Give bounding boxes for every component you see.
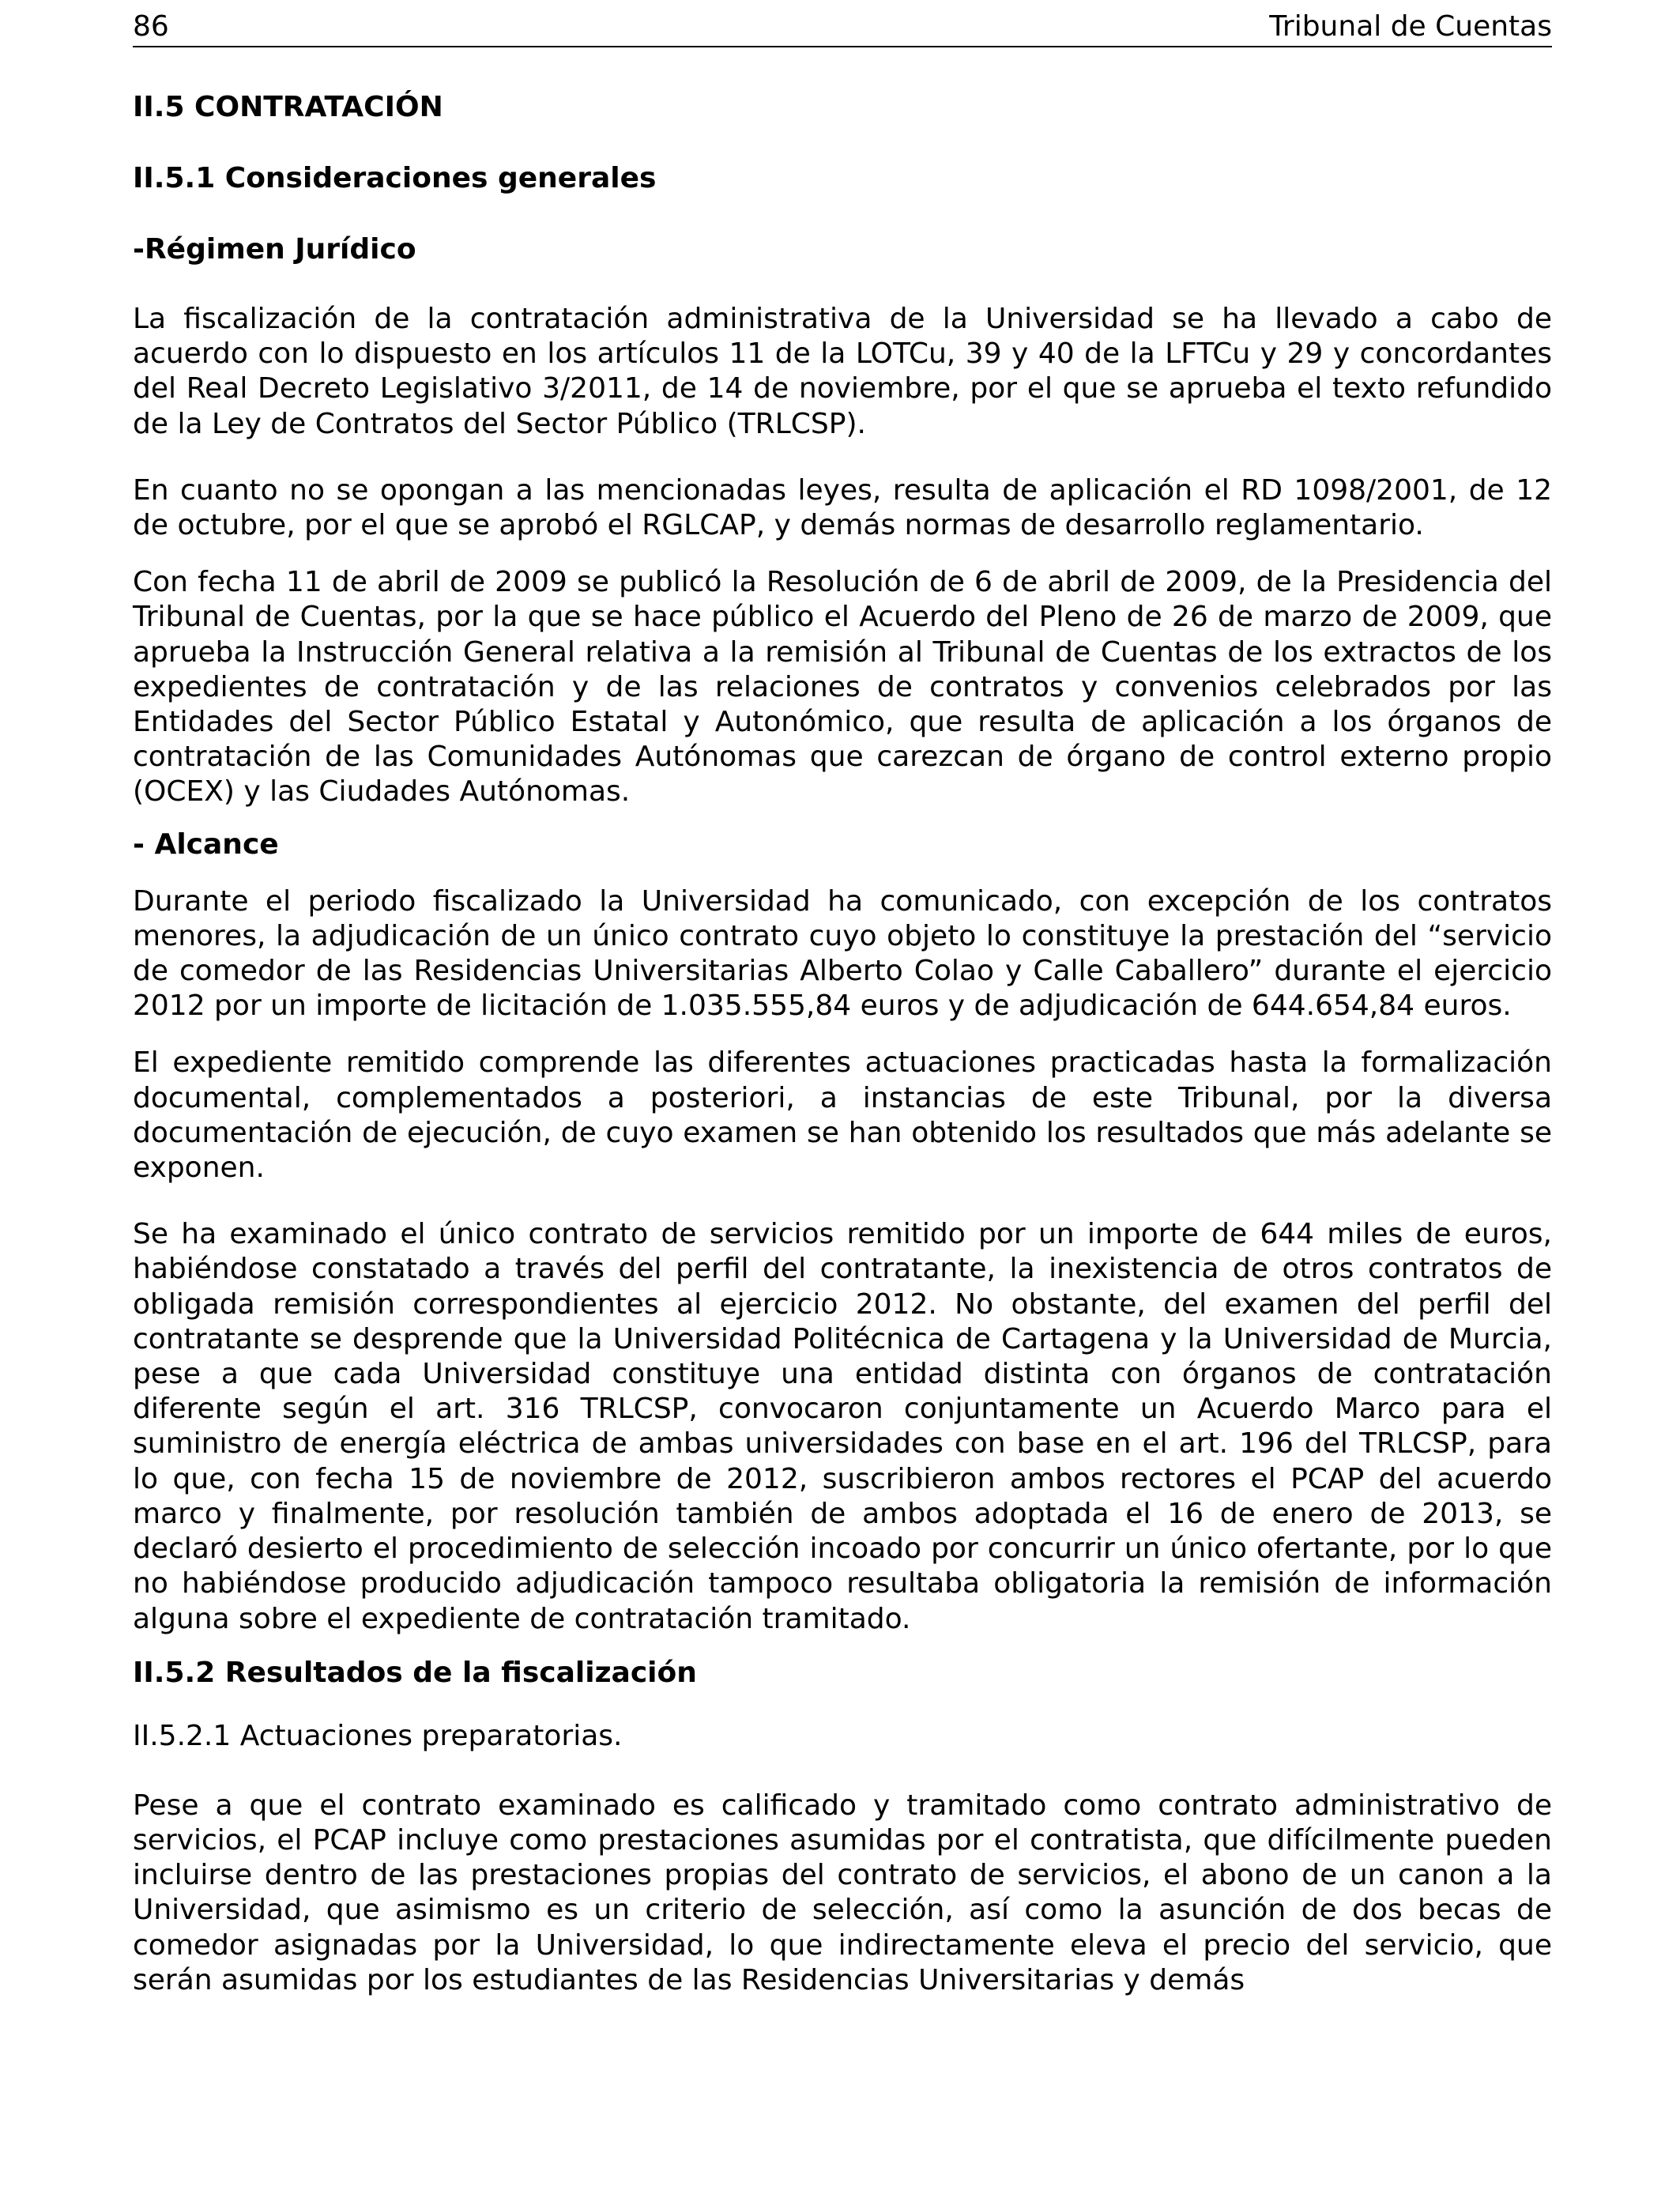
heading-alcance: - Alcance xyxy=(133,827,279,861)
paragraph: Pese a que el contrato examinado es calificado y tramitado como contrato administrativo de servicios, el PCAP incluye como prestaciones asumidas por el contratista, que difícilmente pueden incluirse dentro de las prestaciones propias del contrato de servicios, el abono de un canon a la Universidad, que asimismo es un criterio de selección, así como la asunción de dos becas de comedor asignadas por la Universidad, lo que indirectamente eleva el precio del servicio, que serán asumidas por los estudiantes de las Residencias Universitarias y demás xyxy=(133,1789,1552,1996)
heading-regimen-juridico: -Régimen Jurídico xyxy=(133,233,416,266)
paragraph: Con fecha 11 de abril de 2009 se publicó la Resolución de 6 de abril de 2009, de la Presidencia del Tribunal de Cuentas, por la que se hace público el Acuerdo del Pleno de 26 de marzo de 2009, que aprueba la Instrucción General relativa a la remisión al Tribunal de Cuentas de los extractos de los expedientes de contratación y de las relaciones de contratos y convenios celebrados por las Entidades del Sector Público Estatal y Autonómico, que resulta de aplicación a los órganos de contratación de las Comunidades Autónomas que carezcan de órgano de control externo propio (OCEX) y las Ciudades Autónomas. xyxy=(133,566,1552,809)
document-page xyxy=(133,0,1552,1998)
running-header xyxy=(133,0,1552,47)
subsection-title-resultados: II.5.2 Resultados de la fiscalización xyxy=(133,1656,697,1689)
header-title: Tribunal de Cuentas xyxy=(1269,10,1552,43)
paragraph: En cuanto no se opongan a las mencionadas leyes, resulta de aplicación el RD 1098/2001, de 12 de octubre, por el que se aprobó el RGLCAP, y demás normas de desarrollo reglamentario. xyxy=(133,473,1552,542)
page-number: 86 xyxy=(133,10,169,43)
subheading-actuaciones-preparatorias: II.5.2.1 Actuaciones preparatorias. xyxy=(133,1719,623,1752)
section-title: II.5 CONTRATACIÓN xyxy=(133,91,443,123)
subsection-title-consideraciones: II.5.1 Consideraciones generales xyxy=(133,162,657,194)
paragraph: La fiscalización de la contratación administrativa de la Universidad se ha llevado a cabo de acuerdo con lo dispuesto en los artículos 11 de la LOTCu, 39 y 40 de la LFTCu y 29 y concordantes del Real Decreto Legislativo 3/2011, de 14 de noviembre, por el que se aprueba el texto refundido de la Ley de Contratos del Sector Público (TRLCSP). xyxy=(133,303,1552,440)
paragraph: Durante el periodo fiscalizado la Universidad ha comunicado, con excepción de los contratos menores, la adjudicación de un único contrato cuyo objeto lo constituye la prestación del “servicio de comedor de las Residencias Universitarias Alberto Colao y Calle Caballero” durante el ejercicio 2012 por un importe de licitación de 1.035.555,84 euros y de adjudicación de 644.654,84 euros. xyxy=(133,884,1552,1023)
paragraph: Se ha examinado el único contrato de servicios remitido por un importe de 644 miles de euros, habiéndose constatado a través del perfil del contratante, la inexistencia de otros contratos de obligada remisión correspondientes al ejercicio 2012. No obstante, del examen del perfil del contratante se desprende que la Universidad Politécnica de Cartagena y la Universidad de Murcia, pese a que cada Universidad constituye una entidad distinta con órganos de contratación diferente según el art. 316 TRLCSP, convocaron conjuntamente un Acuerdo Marco para el suministro de energía eléctrica de ambas universidades con base en el art. 196 del TRLCSP, para lo que, con fecha 15 de noviembre de 2012, suscribieron ambos rectores el PCAP del acuerdo marco y finalmente, por resolución también de ambos adoptada el 16 de enero de 2013, se declaró desierto el procedimiento de selección incoado por concurrir un único ofertante, por lo que no habiéndose producido adjudicación tampoco resultaba obligatoria la remisión de información alguna sobre el expediente de contratación tramitado. xyxy=(133,1218,1552,1635)
paragraph: El expediente remitido comprende las diferentes actuaciones practicadas hasta la formalización documental, complementados a posteriori, a instancias de este Tribunal, por la diversa documentación de ejecución, de cuyo examen se han obtenido los resultados que más adelante se exponen. xyxy=(133,1046,1552,1185)
